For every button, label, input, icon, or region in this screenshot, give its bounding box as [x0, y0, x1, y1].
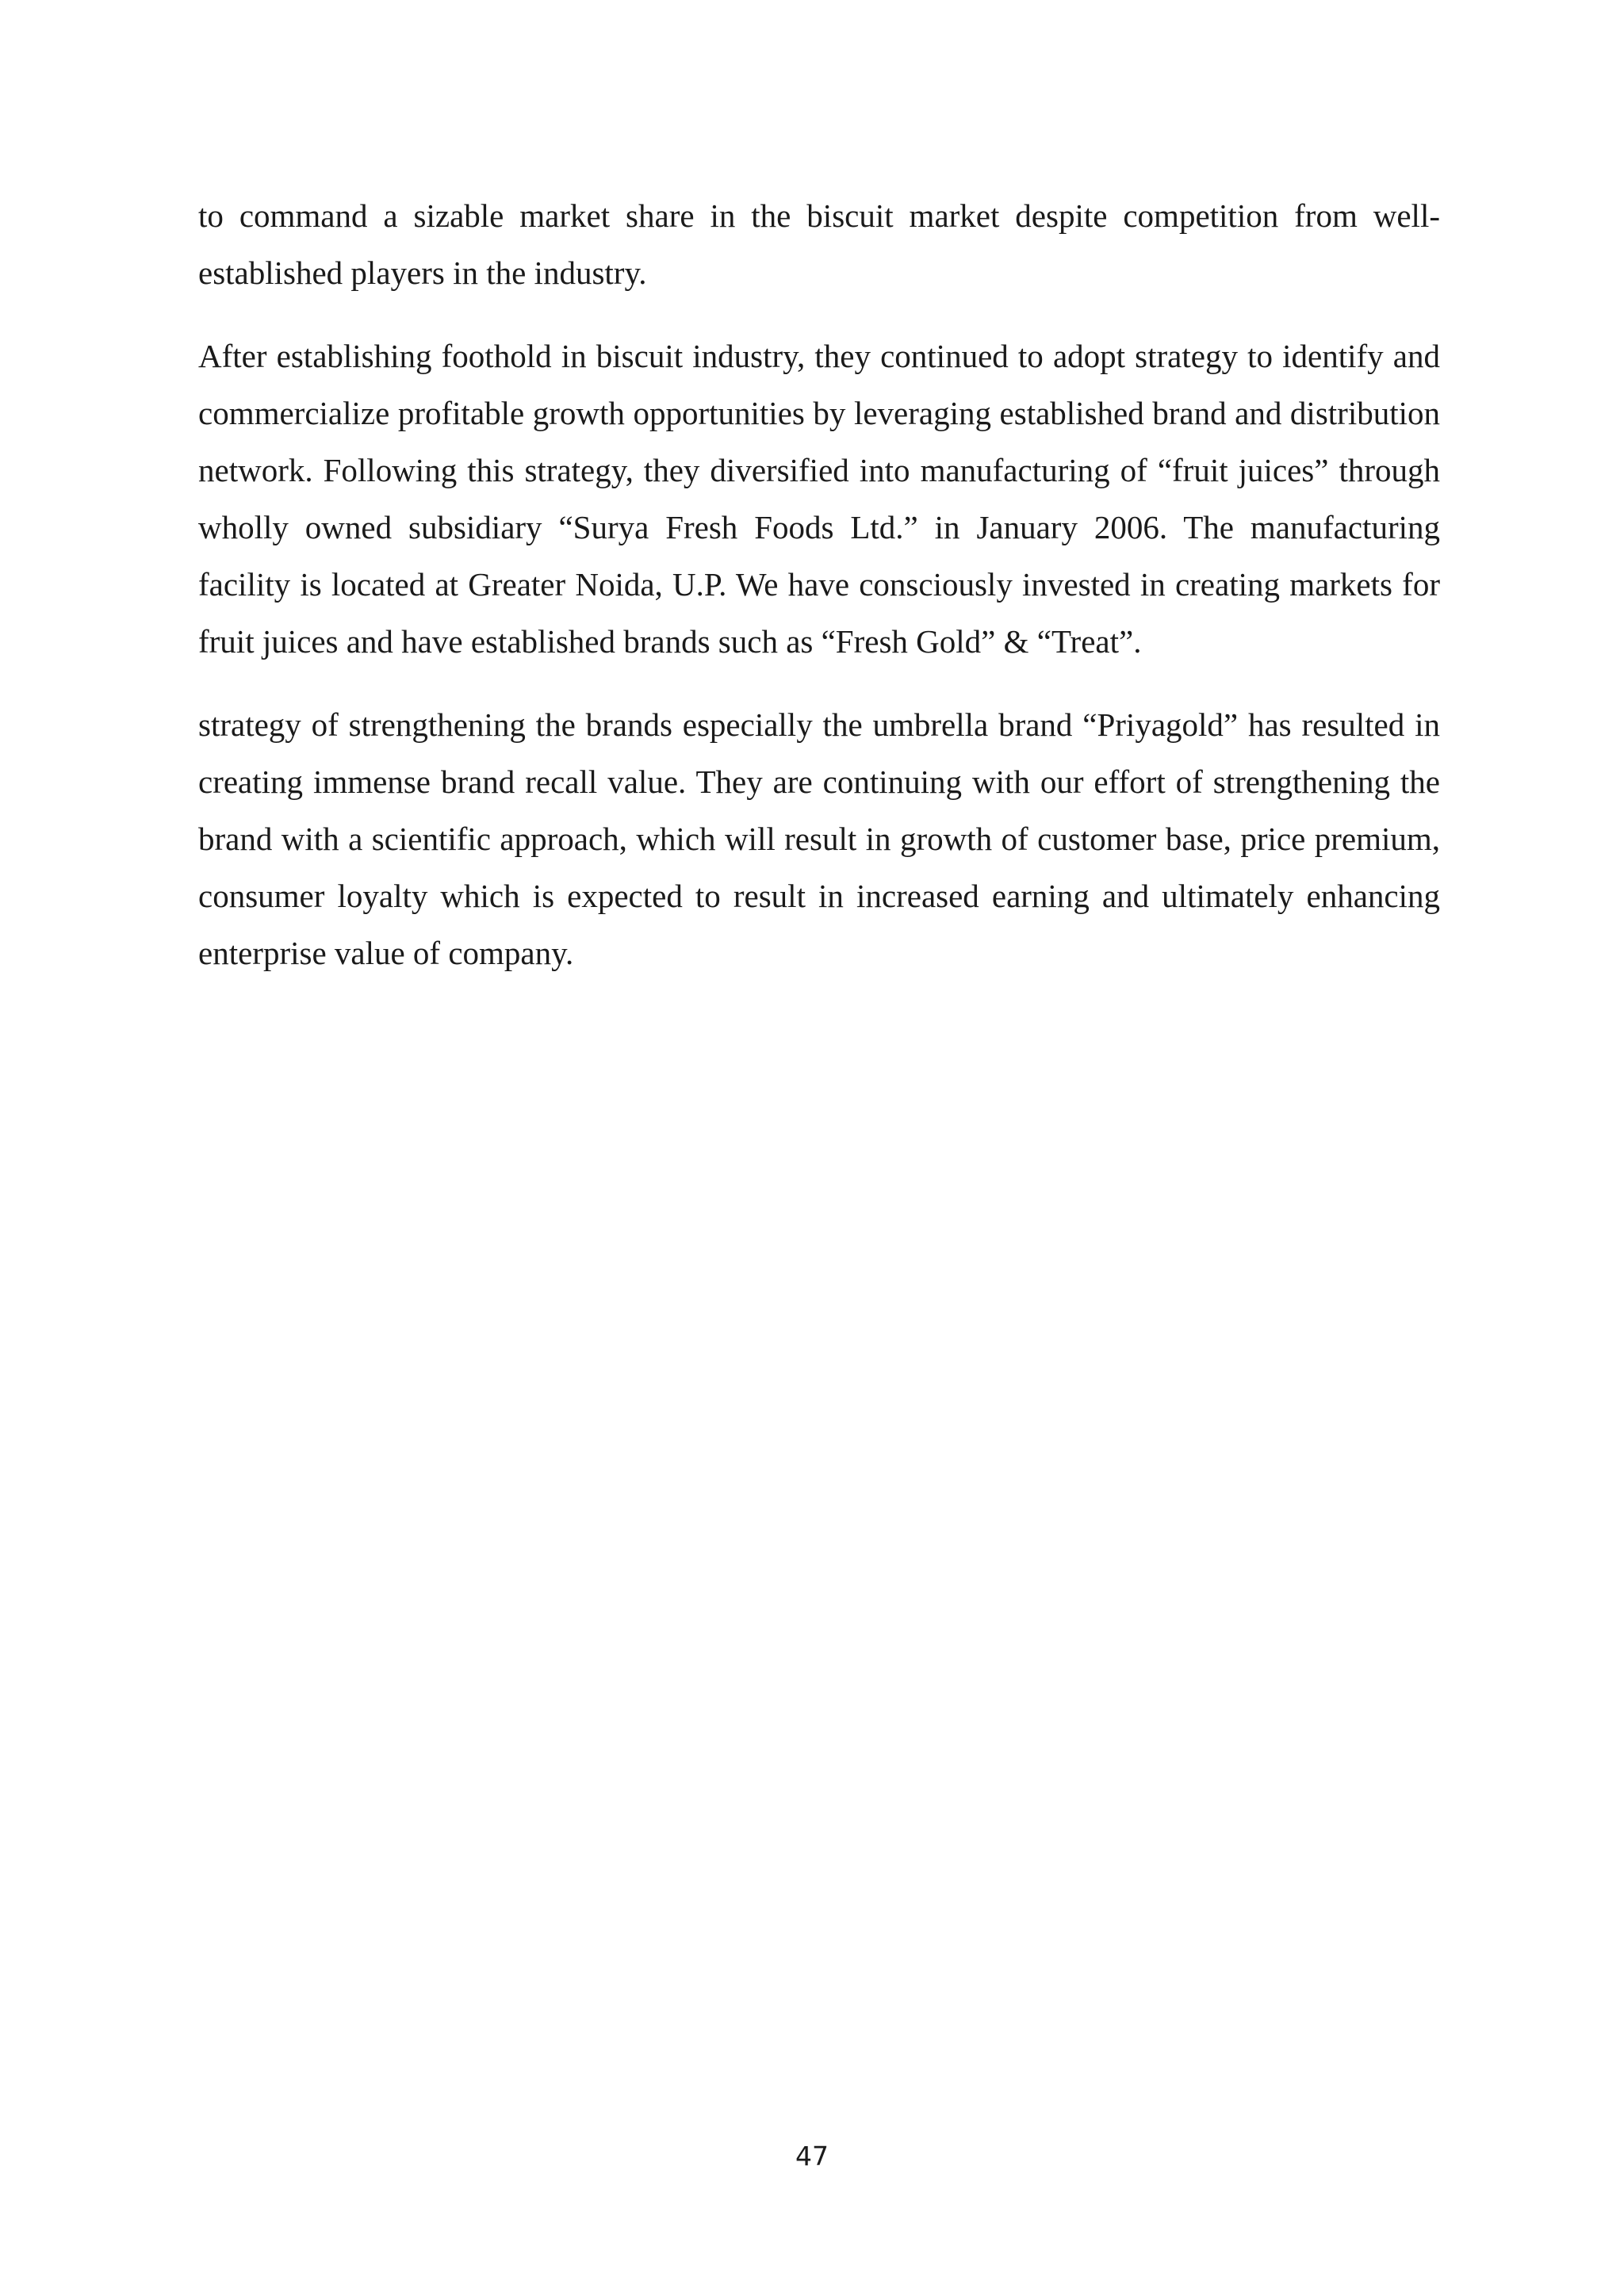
paragraph-3: strategy of strengthening the brands especially the umbrella brand “Priyagold” has resulted in creating immense brand recall value. They are continuing with our effort of strengthening the brand with a scientific approach, which will result in growth of customer base, price premium, consumer loyalty which is expected to result in increased earning and ultimately enhancing enterprise value of company. [198, 706, 1440, 971]
page-number: 47 [795, 2141, 829, 2172]
paragraph-1: to command a sizable market share in the biscuit market despite competition from well-established players in the industry. [198, 197, 1440, 291]
body-text [198, 187, 1440, 1008]
paragraph-2: After establishing foothold in biscuit industry, they continued to adopt strategy to identify and commercialize profitable growth opportunities by leveraging established brand and distribution network. Following this strategy, they diversified into manufacturing of “fruit juices” through wholly owned subsidiary “Surya Fresh Foods Ltd.” in January 2006. The manufacturing facility is located at Greater Noida, U.P. We have consciously invested in creating markets for fruit juices and have established brands such as “Fresh Gold” & “Treat”. [198, 338, 1440, 660]
